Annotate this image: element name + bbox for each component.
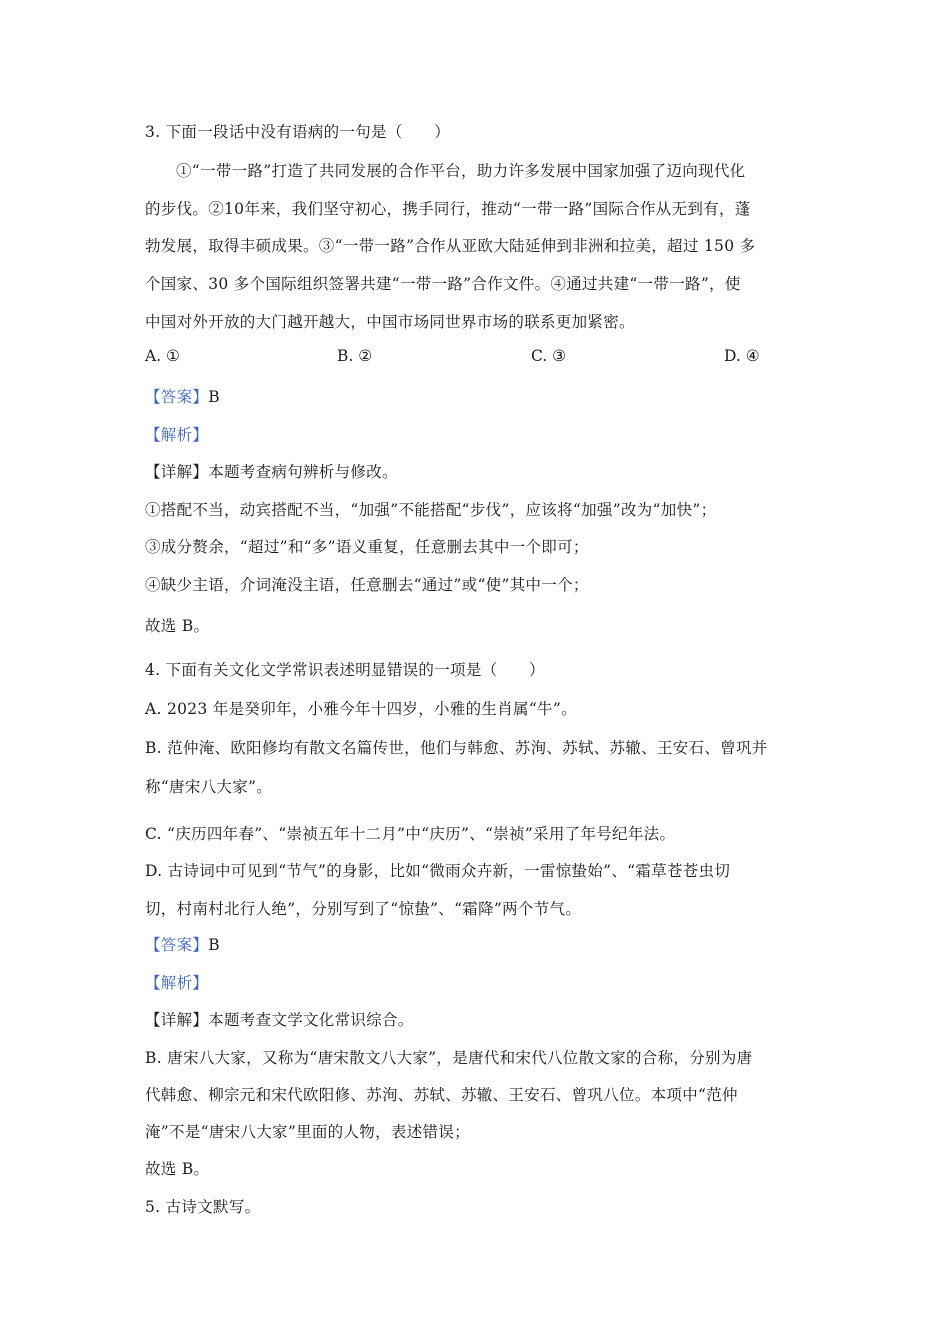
detail-tag: 【详解】 <box>145 1011 209 1029</box>
detail-text: 本题考查文学文化常识综合。 <box>208 1011 414 1029</box>
q4-option-a: A. 2023 年是癸卯年，小雅今年十四岁，小雅的生肖属“牛”。 <box>145 700 577 718</box>
q3-stem: 3. 下面一段话中没有语病的一句是（ ） <box>145 123 451 141</box>
q3-option-b: B. ② <box>337 347 373 365</box>
q4-conclusion: 故选 B。 <box>145 1160 210 1178</box>
q3-note: ①搭配不当，动宾搭配不当，“加强”不能搭配“步伐”，应该将“加强”改为“加快”； <box>145 501 717 519</box>
q4-option-b: B. 范仲淹、欧阳修均有散文名篇传世，他们与韩愈、苏洵、苏轼、苏辙、王安石、曾巩并 <box>145 739 768 757</box>
q3-passage-line: ①“一带一路”打造了共同发展的合作平台，助力许多发展中国家加强了迈向现代化 <box>176 162 746 180</box>
q4-option-b-cont: 称“唐宋八大家”。 <box>145 778 273 796</box>
q3-answer-row <box>145 385 220 407</box>
q3-passage-line: 勃发展，取得丰硕成果。③“一带一路”合作从亚欧大陆延伸到非洲和拉美，超过 150 多 <box>145 237 756 255</box>
answer-tag: 【答案】 <box>145 388 209 406</box>
q4-explain: 代韩愈、柳宗元和宋代欧阳修、苏洵、苏轼、苏辙、王安石、曾巩八位。本项中“范仲 <box>145 1086 738 1104</box>
answer-value: B <box>208 388 220 406</box>
analysis-tag: 【解析】 <box>145 974 209 992</box>
q3-note: ④缺少主语，介词淹没主语，任意删去“通过”或“使”其中一个； <box>145 576 589 594</box>
q5-stem: 5. 古诗文默写。 <box>145 1198 261 1216</box>
q4-stem: 4. 下面有关文化文学常识表述明显错误的一项是（ ） <box>145 661 545 679</box>
answer-tag: 【答案】 <box>145 936 209 954</box>
q3-passage-line: 中国对外开放的大门越开越大，中国市场同世界市场的联系更加紧密。 <box>145 313 635 331</box>
detail-text: 本题考查病句辨析与修改。 <box>208 463 398 481</box>
q3-analysis-row <box>145 423 208 445</box>
q3-passage-line: 个国家、30 多个国际组织签署共建“一带一路”合作文件。④通过共建“一带一路”，使 <box>145 275 741 293</box>
q3-option-d: D. ④ <box>724 347 760 365</box>
q3-option-c: C. ③ <box>531 347 567 365</box>
q4-detail-row <box>145 1008 414 1030</box>
detail-tag: 【详解】 <box>145 463 209 481</box>
q4-analysis-row <box>145 971 208 993</box>
q3-option-a: A. ① <box>145 347 180 365</box>
q4-explain: B. 唐宋八大家，又称为“唐宋散文八大家”，是唐代和宋代八位散文家的合称，分别为唐 <box>145 1049 753 1067</box>
q4-answer-row <box>145 933 220 955</box>
q4-option-d: D. 古诗词中可见到“节气”的身影，比如“微雨众卉新，一雷惊蛰始”、“霜草苍苍虫切 <box>145 862 731 880</box>
q4-option-d-cont: 切，村南村北行人绝”，分别写到了“惊蛰”、“霜降”两个节气。 <box>145 900 582 918</box>
q3-detail-row <box>145 460 398 482</box>
q4-explain: 淹”不是“唐宋八大家”里面的人物，表述错误； <box>145 1123 470 1141</box>
answer-value: B <box>208 936 220 954</box>
q3-note: ③成分赘余，“超过”和“多”语义重复，任意删去其中一个即可； <box>145 538 589 556</box>
q3-passage-line: 的步伐。②10年来，我们坚守初心，携手同行，推动“一带一路”国际合作从无到有，蓬 <box>145 200 751 218</box>
q4-option-c: C. “庆历四年春”、“崇祯五年十二月”中“庆历”、“崇祯”采用了年号纪年法。 <box>145 825 676 843</box>
analysis-tag: 【解析】 <box>145 426 209 444</box>
q3-conclusion: 故选 B。 <box>145 617 210 635</box>
